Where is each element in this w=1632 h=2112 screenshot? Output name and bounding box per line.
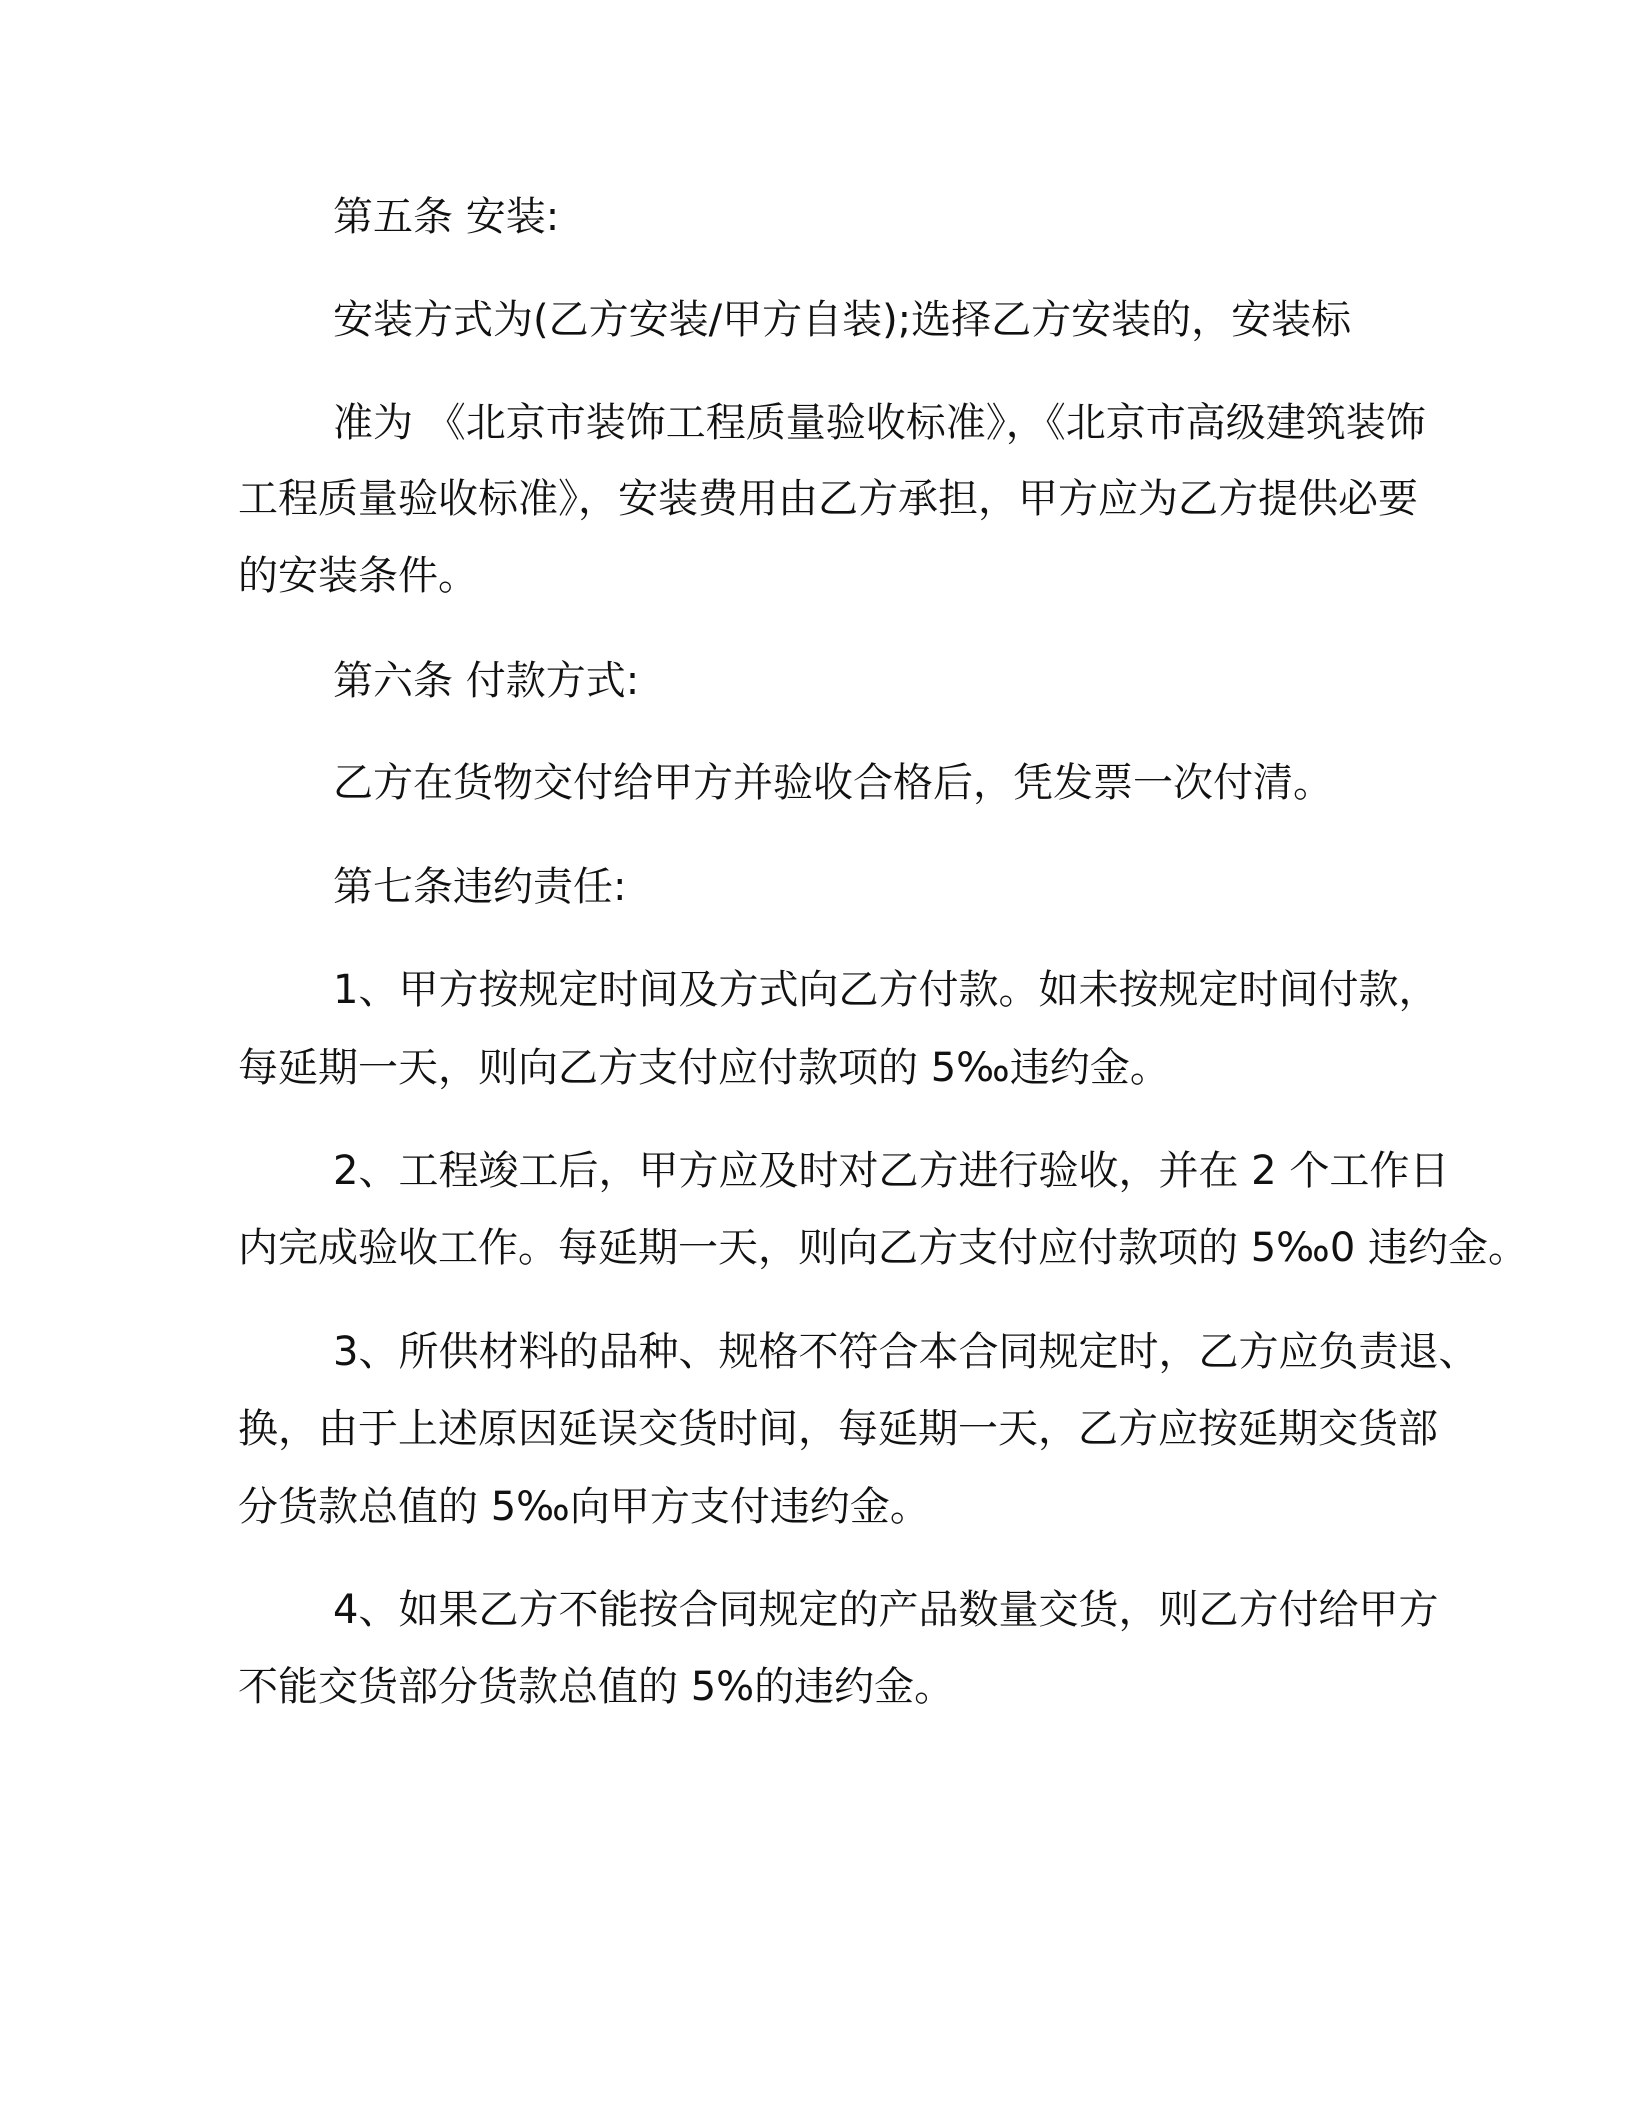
article-5-text-line-4: 的安装条件。 [238,553,478,599]
article-5-text-line-1: 安装方式为(乙方安装/甲方自装);选择乙方安装的，安装标 [333,297,1352,343]
clause-3-line-3: 分货款总值的 5‰向甲方支付违约金。 [238,1484,930,1530]
clause-1-line-2: 每延期一天，则向乙方支付应付款项的 5‰违约金。 [238,1045,1170,1091]
article-6-text: 乙方在货物交付给甲方并验收合格后，凭发票一次付清。 [333,760,1333,806]
clause-1-line-1: 1、甲方按规定时间及方式向乙方付款。如未按规定时间付款， [333,967,1439,1013]
article-6-heading: 第六条 付款方式: [333,658,640,704]
clause-3-line-1: 3、所供材料的品种、规格不符合本合同规定时，乙方应负责退、 [333,1329,1479,1375]
clause-2-line-1: 2、工程竣工后，甲方应及时对乙方进行验收，并在 2 个工作日 [333,1148,1450,1194]
clause-4-line-2: 不能交货部分货款总值的 5%的违约金。 [238,1664,955,1710]
article-5-heading: 第五条 安装: [333,194,560,240]
clause-4-line-1: 4、如果乙方不能按合同规定的产品数量交货，则乙方付给甲方 [333,1587,1439,1633]
article-5-text-line-3: 工程质量验收标准》，安装费用由乙方承担，甲方应为乙方提供必要 [238,476,1418,522]
clause-3-line-2: 换，由于上述原因延误交货时间，每延期一天，乙方应按延期交货部 [238,1406,1438,1452]
article-5-text-line-2: 准为 《北京市装饰工程质量验收标准》，《北京市高级建筑装饰 [333,400,1426,446]
article-7-heading: 第七条违约责任: [333,864,627,910]
clause-2-line-2: 内完成验收工作。每延期一天，则向乙方支付应付款项的 5‰0 违约金。 [238,1225,1528,1271]
